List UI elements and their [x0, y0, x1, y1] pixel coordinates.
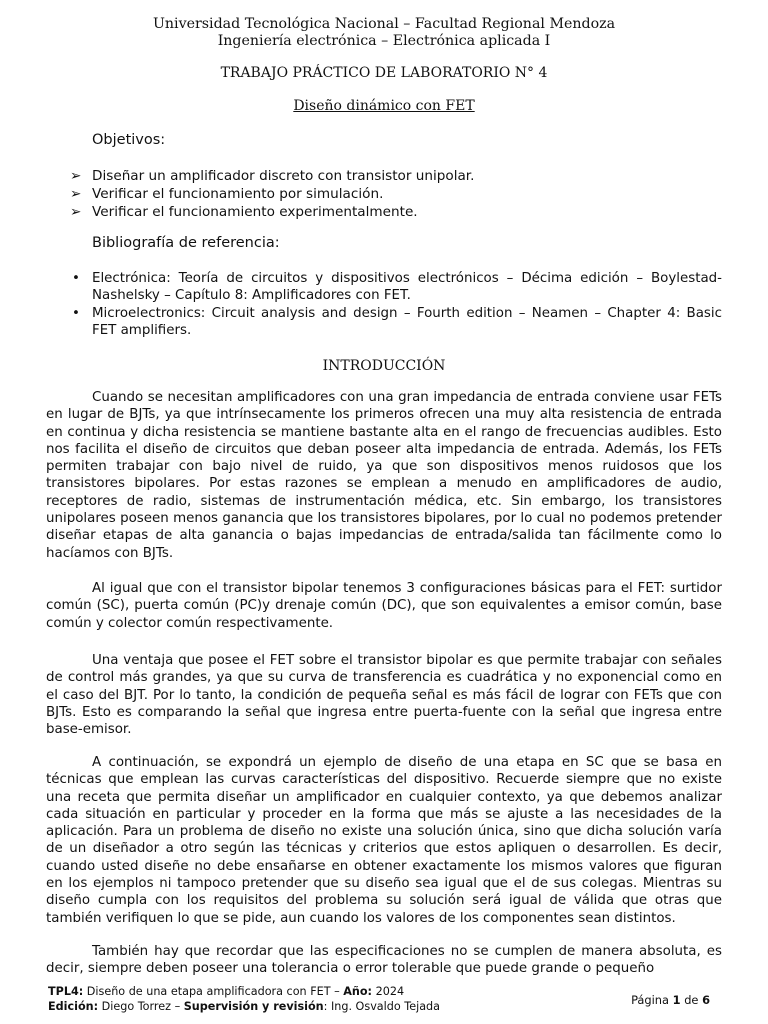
list-item: • Electrónica: Teoría de circuitos y dispositivos electrónicos – Décima edición – Boylestad-Nashelsky – Capítulo 8: Amplificadores con FET.	[72, 271, 722, 304]
footer-line-2: Edición: Diego Torrez – Supervisión y revisión: Ing. Osvaldo Tejada	[48, 1000, 441, 1013]
page-subtitle: Diseño dinámico con FET	[293, 98, 475, 114]
bullet-icon: •	[72, 305, 80, 321]
bibliography-list	[72, 270, 722, 340]
list-item: • Microelectronics: Circuit analysis and design – Fourth edition – Neamen – Chapter 4: Basic FET amplifiers.	[72, 305, 722, 339]
course-header	[0, 33, 768, 50]
arrow-bullet-icon: ➢	[70, 186, 82, 202]
paragraph: También hay que recordar que las especificaciones no se cumplen de manera absoluta, es decir, siempre deben poseer una tolerancia o error tolerable que puede grande o pequeño	[46, 944, 722, 977]
objectives-list	[70, 167, 474, 221]
course-name: Electrónica aplicada I	[388, 33, 551, 49]
bullet-icon: •	[72, 271, 80, 286]
list-item: ➢ Verificar el funcionamiento por simulación.	[70, 186, 384, 202]
list-item: ➢ Diseñar un amplificador discreto con transistor unipolar.	[70, 168, 475, 184]
paragraph: Al igual que con el transistor bipolar tenemos 3 configuraciones básicas para el FET: surtidor común (SC), puerta común (PC)y drenaje común (DC), que son equivalentes a emisor común, base común y colector común respectivamente.	[46, 581, 722, 631]
paragraph: Una ventaja que posee el FET sobre el transistor bipolar es que permite trabajar con señales de control más grandes, ya que su curva de transferencia es cuadrática y no exponencial como en el caso del BJT. Por lo tanto, la condición de pequeña señal es más fácil de lograr con FETs que con BJTs. Esto es comparando la señal que ingresa entre puerta-fuente con la señal que ingresa entre base-emisor.	[46, 653, 722, 738]
introduction-heading: INTRODUCCIÓN	[322, 358, 446, 374]
department-label: Ingeniería electrónica –	[217, 33, 389, 49]
objectives-heading: Objetivos:	[92, 132, 166, 148]
paragraph: Cuando se necesitan amplificadores con una gran impedancia de entrada conviene usar FETs en lugar de BJTs, ya que intrínsecamente los primeros ofrecen una muy alta resistencia de entrada en continua y dicha resistencia se mantiene bastante alta en el rango de frecuencias audibles. Esto nos facilita el diseño de circuitos que deban poseer alta impedancia de entrada. Además, los FETs permiten trabajar con bajo nivel de ruido, ya que son dispositivos menos ruidosos que los transistores bipolares. Por estas razones se emplean a menudo en amplificadores de audio, receptores de radio, sistemas de instrumentación médica, etc. Sin embargo, los transistores unipolares poseen menos ganancia que los transistores bipolares, por lo cual no podemos pretender diseñar etapas de alta ganancia o bajas impedancias de entrada/salida tan fácilmente como lo hacíamos con BJTs.	[46, 390, 722, 561]
list-item: ➢ Verificar el funcionamiento experimentalmente.	[70, 204, 418, 220]
page-title: TRABAJO PRÁCTICO DE LABORATORIO N° 4	[220, 65, 548, 81]
arrow-bullet-icon: ➢	[70, 204, 82, 220]
paragraph: A continuación, se expondrá un ejemplo de diseño de una etapa en SC que se basa en técnicas que emplean las curvas características del dispositivo. Recuerde siempre que no existe una receta que permita diseñar un amplificador en cualquier contexto, ya que debemos analizar cada situación en particular y proceder en la forma que más se ajuste a las necesidades de la aplicación. Para un problema de diseño no existe una solución única, sino que dicha solución varía de un diseñador a otro según las técnicas y criterios que estos apliquen o desarrollen. Es decir, cuando usted diseñe no debe ensañarse en obtener exactamente los mismos valores que figuran en los ejemplos ni tampoco pretender que su diseño sea igual que el de sus colegas. Mientras su diseño cumpla con los requisitos del problema su solución será igual de válida que otras que también verifiquen lo que se pide, aun cuando los valores de los componentes sean distintos.	[46, 755, 722, 926]
page-footer	[48, 984, 440, 1014]
university-header: Universidad Tecnológica Nacional – Facultad Regional Mendoza	[152, 16, 616, 32]
bibliography-heading: Bibliografía de referencia:	[92, 235, 280, 251]
arrow-bullet-icon: ➢	[70, 168, 82, 184]
footer-line-1: TPL4: Diseño de una etapa amplificadora con FET – Año: 2024	[48, 985, 405, 998]
page-number: Página 1 de 6	[631, 993, 710, 1007]
